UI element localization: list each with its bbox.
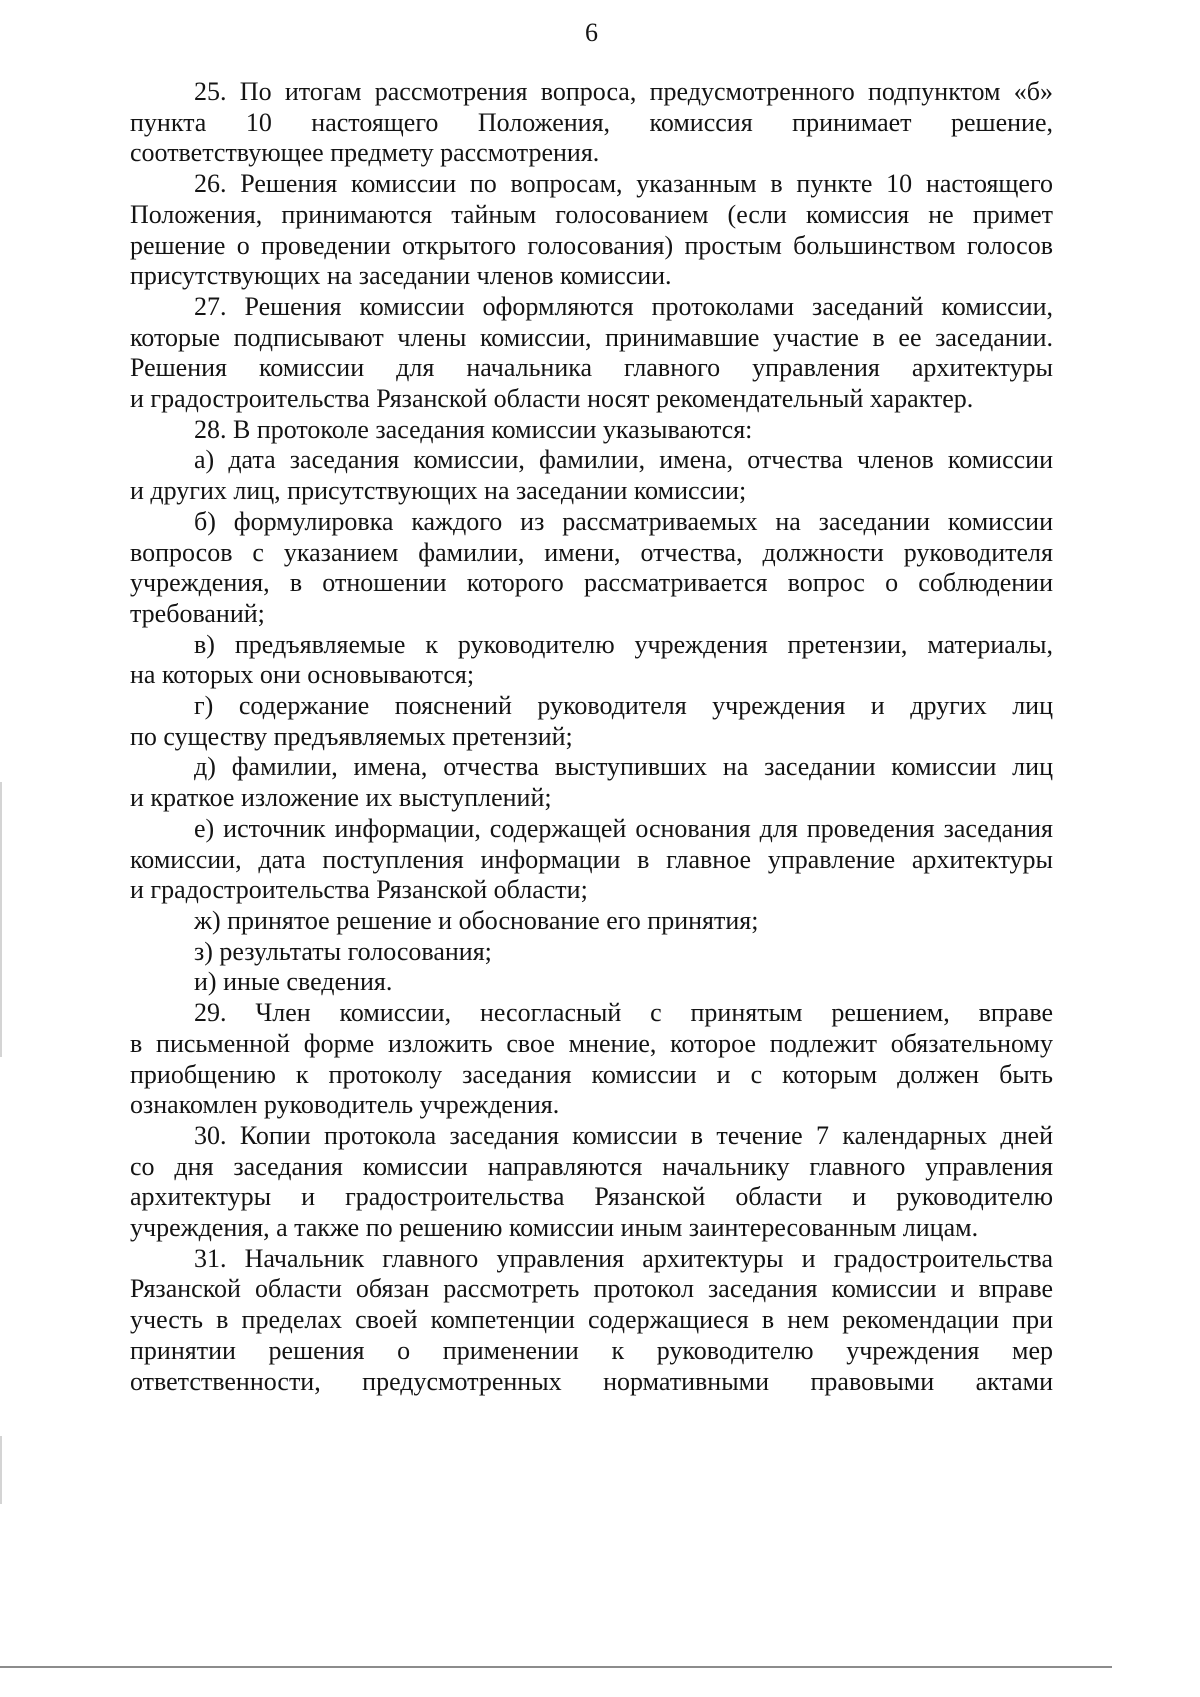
text-line: Положения, принимаются тайным голосованием (если комиссия не примет	[130, 199, 1053, 229]
text-line: требований;	[130, 598, 265, 628]
text-line: комиссии, дата поступления информации в главное управление архитектуры	[130, 844, 1053, 874]
text-line: е) источник информации, содержащей основания для проведения заседания	[194, 813, 1053, 843]
paragraph	[130, 998, 1053, 1121]
paragraph	[130, 1244, 1053, 1398]
text-line: на которых они основываются;	[130, 660, 475, 690]
paragraph	[130, 906, 1053, 937]
text-line: по существу предъявляемых претензий;	[130, 721, 573, 751]
text-line: принятии решения о применении к руководителю учреждения мер	[130, 1335, 1053, 1365]
text-line: учреждения, в отношении которого рассматривается вопрос о соблюдении	[130, 568, 1053, 598]
paragraph	[130, 169, 1053, 292]
text-line: 31. Начальник главного управления архитектуры и градостроительства	[194, 1243, 1053, 1273]
text-line: д) фамилии, имена, отчества выступивших на заседании комиссии лиц	[194, 752, 1053, 782]
text-line: ж) принятое решение и обоснование его принятия;	[194, 905, 759, 935]
paragraph	[130, 630, 1053, 691]
text-line: г) содержание пояснений руководителя учреждения и других лиц	[194, 691, 1053, 721]
text-line: учесть в пределах своей компетенции содержащиеся в нем рекомендации при	[130, 1305, 1053, 1335]
text-line: Решения комиссии для начальника главного управления архитектуры	[130, 353, 1053, 383]
text-line: соответствующее предмету рассмотрения.	[130, 138, 600, 168]
text-line: б) формулировка каждого из рассматриваемых на заседании комиссии	[194, 506, 1053, 536]
paragraph	[130, 445, 1053, 506]
text-line: присутствующих на заседании членов комиссии.	[130, 261, 672, 291]
text-line: учреждения, а также по решению комиссии иным заинтересованным лицам.	[130, 1213, 979, 1243]
text-line: со дня заседания комиссии направляются начальнику главного управления	[130, 1151, 1053, 1181]
text-line: решение о проведении открытого голосования) простым большинством голосов	[130, 230, 1053, 260]
paragraph	[130, 1121, 1053, 1244]
text-line: ознакомлен руководитель учреждения.	[130, 1090, 560, 1120]
text-line: ответственности, предусмотренных нормативными правовыми актами	[130, 1366, 1053, 1396]
scan-edge-mark	[0, 1436, 2, 1504]
document-body	[130, 77, 1053, 1397]
text-line: в) предъявляемые к руководителю учреждения претензии, материалы,	[194, 629, 1053, 659]
paragraph	[130, 752, 1053, 813]
scan-bottom-edge-line	[0, 1666, 1112, 1668]
paragraph	[130, 507, 1053, 630]
paragraph	[130, 937, 1053, 968]
text-line: 28. В протоколе заседания комиссии указываются:	[194, 414, 753, 444]
text-line: 30. Копии протокола заседания комиссии в течение 7 календарных дней	[194, 1120, 1053, 1150]
text-line: з) результаты голосования;	[194, 936, 492, 966]
text-line: вопросов с указанием фамилии, имени, отчества, должности руководителя	[130, 537, 1053, 567]
text-line: а) дата заседания комиссии, фамилии, имена, отчества членов комиссии	[194, 445, 1053, 475]
text-line: пункта 10 настоящего Положения, комиссия принимает решение,	[130, 107, 1053, 137]
scan-edge-mark	[0, 782, 2, 1057]
text-line: и градостроительства Рязанской области;	[130, 875, 588, 905]
text-line: 27. Решения комиссии оформляются протоколами заседаний комиссии,	[194, 291, 1053, 321]
paragraph	[130, 292, 1053, 415]
text-line: приобщению к протоколу заседания комиссии и с которым должен быть	[130, 1059, 1053, 1089]
paragraph	[130, 967, 1053, 998]
text-line: 29. Член комиссии, несогласный с принятым решением, вправе	[194, 998, 1053, 1028]
text-line: 25. По итогам рассмотрения вопроса, предусмотренного подпунктом «б»	[194, 77, 1053, 106]
paragraph	[130, 691, 1053, 752]
text-line: Рязанской области обязан рассмотреть протокол заседания комиссии и вправе	[130, 1274, 1053, 1304]
text-line: и) иные сведения.	[194, 967, 393, 997]
text-line: в письменной форме изложить свое мнение, которое подлежит обязательному	[130, 1028, 1053, 1058]
paragraph	[130, 415, 1053, 446]
text-line: архитектуры и градостроительства Рязанской области и руководителю	[130, 1182, 1053, 1212]
text-line: которые подписывают члены комиссии, принимавшие участие в ее заседании.	[130, 322, 1053, 352]
paragraph	[130, 814, 1053, 906]
page-number: 6	[585, 18, 598, 47]
text-line: и краткое изложение их выступлений;	[130, 783, 552, 813]
paragraph	[130, 77, 1053, 169]
text-line: и градостроительства Рязанской области носят рекомендательный характер.	[130, 384, 974, 414]
text-line: и других лиц, присутствующих на заседании комиссии;	[130, 476, 747, 506]
text-line: 26. Решения комиссии по вопросам, указанным в пункте 10 настоящего	[194, 169, 1053, 199]
